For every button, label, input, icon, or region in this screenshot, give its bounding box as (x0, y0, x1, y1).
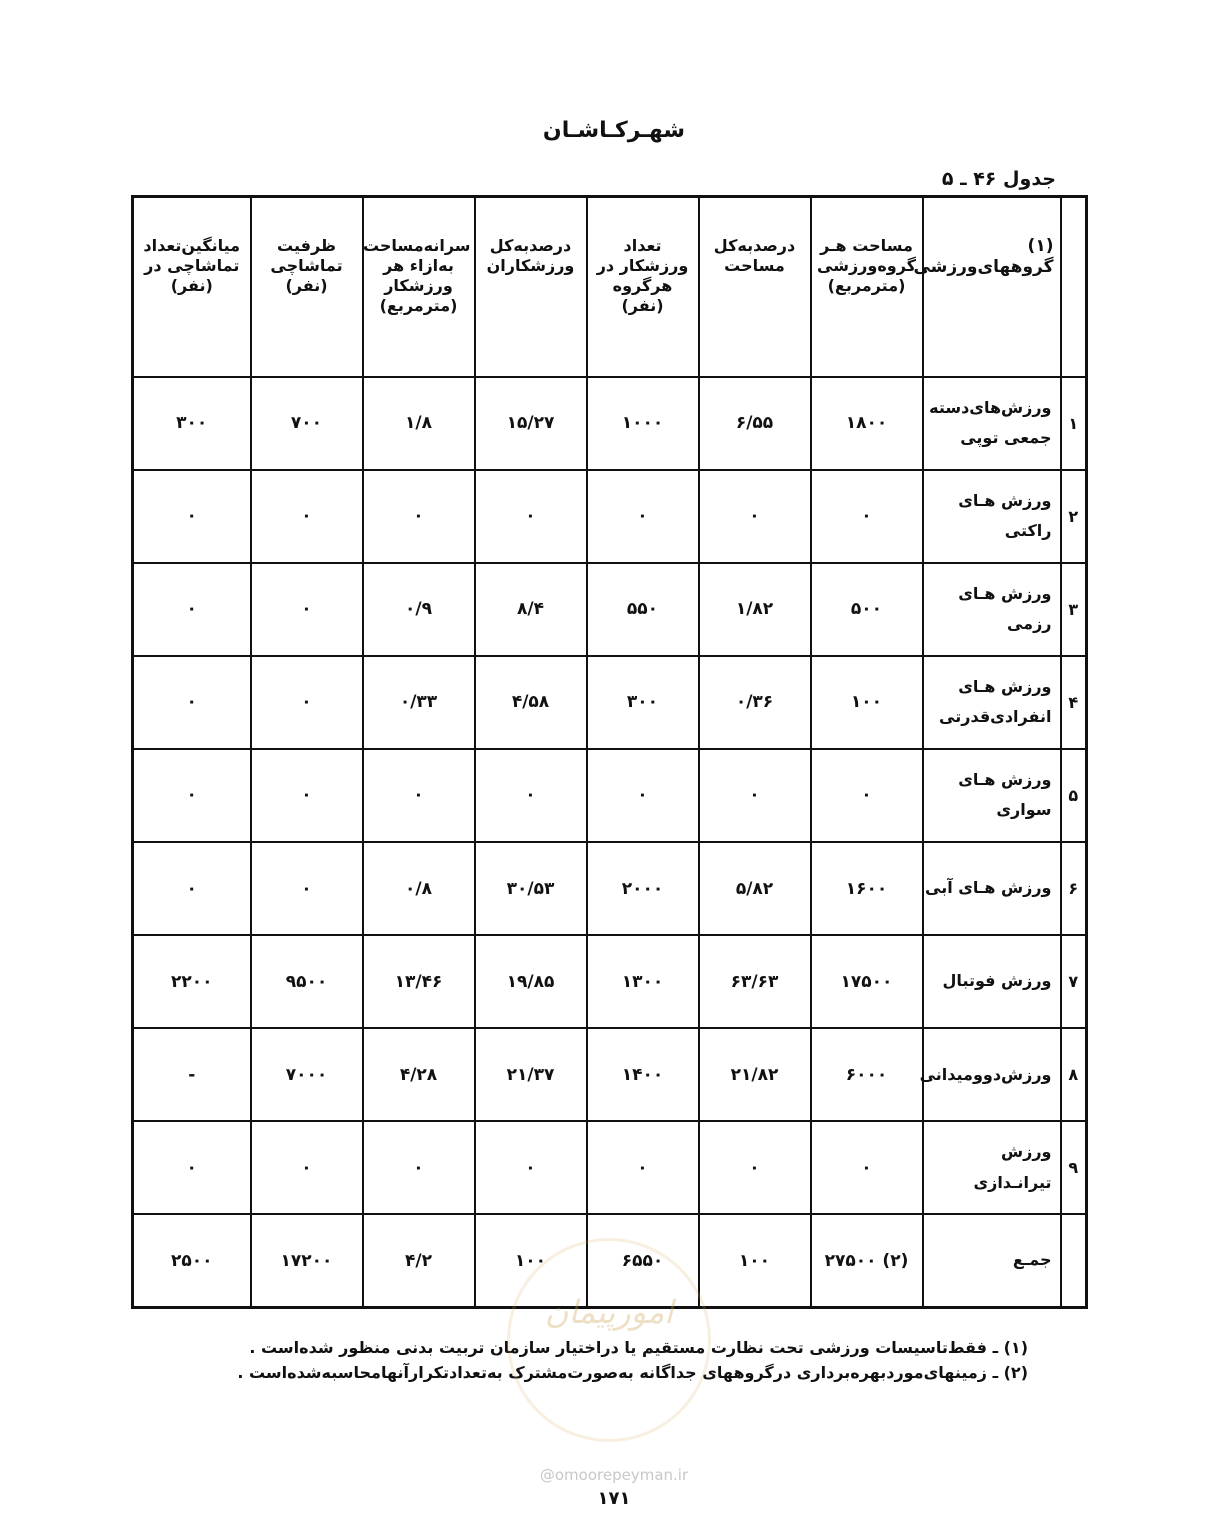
athletes-cell: ۲۰۰۰ (587, 842, 699, 935)
header-sport-group: (۱) گروههای‌ورزشی (923, 197, 1061, 377)
sport-group-name: ورزش‌دوومیدانی (923, 1028, 1061, 1121)
avg-spectators-cell: ۰ (133, 842, 251, 935)
header-spectator-capacity: ظرفیت تماشاچی (نفر) (251, 197, 363, 377)
avg-spectators-cell: ۳۰۰ (133, 377, 251, 470)
capacity-cell: ۰ (251, 842, 363, 935)
area-cell: (۲) ۲۷۵۰۰ (811, 1214, 923, 1307)
area-percent-cell: ۱۰۰ (699, 1214, 811, 1307)
area-cell: ۱۰۰ (811, 656, 923, 749)
footnote-1: (۱) ـ فقط‌تاسیسات ورزشی تحت نظارت مستقیم یا دراختیار سازمان تربیت بدنی منظور شده‌است . (249, 1338, 1028, 1357)
athletes-cell: ۳۰۰ (587, 656, 699, 749)
page-title: شهـرکـاشـان (542, 118, 686, 143)
watermark-text: امورپیمان (544, 1293, 674, 1331)
row-number: ۶ (1061, 842, 1087, 935)
area-percent-cell: ۰ (699, 749, 811, 842)
sport-group-name: ورزش هـای آبی (923, 842, 1061, 935)
area-percent-cell: ۲۱/۸۲ (699, 1028, 811, 1121)
per-capita-cell: ۰ (363, 749, 475, 842)
per-capita-cell: ۰/۹ (363, 563, 475, 656)
area-cell: ۶۰۰۰ (811, 1028, 923, 1121)
header-area-percent: درصدبه‌کل مساحت (699, 197, 811, 377)
area-percent-cell: ۱/۸۲ (699, 563, 811, 656)
athletes-cell: ۱۳۰۰ (587, 935, 699, 1028)
sport-group-name: ورزش‌های‌دسته جمعی توپی (923, 377, 1061, 470)
athletes-percent-cell: ۰ (475, 749, 587, 842)
area-cell: ۱۷۵۰۰ (811, 935, 923, 1028)
row-number (1061, 1214, 1087, 1307)
athletes-percent-cell: ۱۰۰ (475, 1214, 587, 1307)
avg-spectators-cell: - (133, 1028, 251, 1121)
athletes-cell: ۱۰۰۰ (587, 377, 699, 470)
capacity-cell: ۰ (251, 563, 363, 656)
capacity-cell: ۰ (251, 656, 363, 749)
sport-group-name: جمـع (923, 1214, 1061, 1307)
table-row (133, 470, 1087, 563)
sport-group-name: ورزش هـای رزمی (923, 563, 1061, 656)
athletes-cell: ۱۴۰۰ (587, 1028, 699, 1121)
per-capita-cell: ۱۳/۴۶ (363, 935, 475, 1028)
per-capita-cell: ۴/۲ (363, 1214, 475, 1307)
athletes-percent-cell: ۸/۴ (475, 563, 587, 656)
area-cell: ۰ (811, 1121, 923, 1214)
table-row (133, 563, 1087, 656)
table-row (133, 377, 1087, 470)
area-percent-cell: ۰ (699, 470, 811, 563)
per-capita-cell: ۰ (363, 1121, 475, 1214)
row-number: ۴ (1061, 656, 1087, 749)
per-capita-cell: ۴/۲۸ (363, 1028, 475, 1121)
capacity-cell: ۷۰۰۰ (251, 1028, 363, 1121)
row-number: ۷ (1061, 935, 1087, 1028)
area-cell: ۰ (811, 749, 923, 842)
per-capita-cell: ۱/۸ (363, 377, 475, 470)
area-percent-cell: ۰/۳۶ (699, 656, 811, 749)
sport-group-name: ورزش فوتبال (923, 935, 1061, 1028)
capacity-cell: ۹۵۰۰ (251, 935, 363, 1028)
athletes-cell: ۰ (587, 470, 699, 563)
area-cell: ۱۶۰۰ (811, 842, 923, 935)
table-row (133, 935, 1087, 1028)
table-row (133, 1121, 1087, 1214)
header-athletes-percent: درصدبه‌کل ورزشکاران (475, 197, 587, 377)
sport-group-name: ورزش هـای سواری (923, 749, 1061, 842)
per-capita-cell: ۰ (363, 470, 475, 563)
row-number: ۸ (1061, 1028, 1087, 1121)
athletes-percent-cell: ۱۹/۸۵ (475, 935, 587, 1028)
table-row (133, 842, 1087, 935)
header-row-number (1061, 197, 1087, 377)
row-number: ۱ (1061, 377, 1087, 470)
per-capita-cell: ۰/۸ (363, 842, 475, 935)
capacity-cell: ۰ (251, 470, 363, 563)
table-header-row (133, 197, 1087, 377)
athletes-cell: ۶۵۵۰ (587, 1214, 699, 1307)
page-number: ۱۷۱ (597, 1488, 631, 1509)
row-number: ۳ (1061, 563, 1087, 656)
header-area: مساحت هـر گروه‌ورزشی (مترمربع) (811, 197, 923, 377)
area-cell: ۱۸۰۰ (811, 377, 923, 470)
row-number: ۵ (1061, 749, 1087, 842)
area-percent-cell: ۶۳/۶۳ (699, 935, 811, 1028)
header-average-spectators: میانگین‌تعداد تماشاچی در (نفر) (133, 197, 251, 377)
avg-spectators-cell: ۰ (133, 1121, 251, 1214)
watermark-seal (507, 1238, 711, 1442)
area-percent-cell: ۵/۸۲ (699, 842, 811, 935)
header-per-capita-area: سرانه‌مساحت به‌ازاء هر ورزشکار (مترمربع) (363, 197, 475, 377)
capacity-cell: ۱۷۲۰۰ (251, 1214, 363, 1307)
avg-spectators-cell: ۲۲۰۰ (133, 935, 251, 1028)
header-athletes: تعداد ورزشکار در هرگروه (نفر) (587, 197, 699, 377)
avg-spectators-cell: ۰ (133, 563, 251, 656)
avg-spectators-cell: ۰ (133, 470, 251, 563)
athletes-cell: ۵۵۰ (587, 563, 699, 656)
capacity-cell: ۰ (251, 1121, 363, 1214)
table-row (133, 1028, 1087, 1121)
sport-group-name: ورزش هـای انفرادی‌قدرتی (923, 656, 1061, 749)
capacity-cell: ۰ (251, 749, 363, 842)
credit-text: @omoorepeyman.ir (539, 1466, 689, 1484)
avg-spectators-cell: ۲۵۰۰ (133, 1214, 251, 1307)
area-percent-cell: ۶/۵۵ (699, 377, 811, 470)
athletes-cell: ۰ (587, 749, 699, 842)
capacity-cell: ۷۰۰ (251, 377, 363, 470)
avg-spectators-cell: ۰ (133, 656, 251, 749)
athletes-cell: ۰ (587, 1121, 699, 1214)
sport-group-name: ورزش تیرانـدازی (923, 1121, 1061, 1214)
footnote-2: (۲) ـ زمینهای‌موردبهره‌برداری درگروههای جداگانه به‌صورت‌مشترک به‌تعدادتکرارآنهامحاسبه‌شده‌است . (237, 1362, 1028, 1382)
athletes-percent-cell: ۱۵/۲۷ (475, 377, 587, 470)
avg-spectators-cell: ۰ (133, 749, 251, 842)
athletes-percent-cell: ۰ (475, 470, 587, 563)
athletes-percent-cell: ۴/۵۸ (475, 656, 587, 749)
table-row (133, 656, 1087, 749)
athletes-percent-cell: ۰ (475, 1121, 587, 1214)
sports-facilities-table (131, 195, 1088, 1309)
athletes-percent-cell: ۲۱/۳۷ (475, 1028, 587, 1121)
table-caption: جدول ۴۶ ـ ۵ (941, 168, 1056, 190)
area-percent-cell: ۰ (699, 1121, 811, 1214)
area-cell: ۵۰۰ (811, 563, 923, 656)
row-number: ۹ (1061, 1121, 1087, 1214)
table-row (133, 749, 1087, 842)
per-capita-cell: ۰/۳۳ (363, 656, 475, 749)
area-cell: ۰ (811, 470, 923, 563)
sport-group-name: ورزش هـای راکتی (923, 470, 1061, 563)
athletes-percent-cell: ۳۰/۵۳ (475, 842, 587, 935)
row-number: ۲ (1061, 470, 1087, 563)
